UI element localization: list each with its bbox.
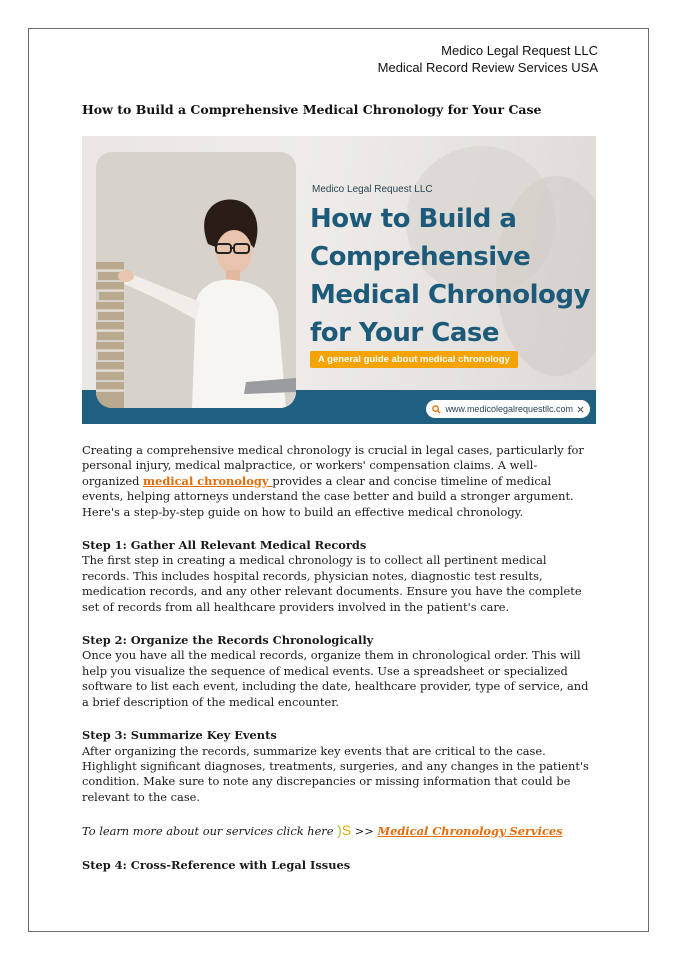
woman-at-laptop-illustration xyxy=(96,152,296,408)
hero-banner xyxy=(82,136,596,424)
medical-chronology-services-link[interactable]: Medical Chronology Services xyxy=(377,824,563,839)
step-3-body: After organizing the records, summarize key events that are critical to the case. Highlight significant diagnoses, treatments, surgeries, and any changes in the patient's condition. Make sure to note any discrepancies or missing information that could be relevant to the case. xyxy=(82,743,589,804)
url-bar xyxy=(426,400,590,418)
step-3-heading: Step 3: Summarize Key Events xyxy=(82,728,277,743)
banner-headline-line: Comprehensive xyxy=(310,242,531,272)
page-header xyxy=(378,42,598,76)
company-tagline: Medical Record Review Services USA xyxy=(377,60,598,75)
search-icon xyxy=(432,405,441,414)
document-title: How to Build a Comprehensive Medical Chronology for Your Case xyxy=(82,102,542,117)
banner-headline-line: How to Build a xyxy=(310,204,517,234)
banner-headline-line: for Your Case xyxy=(310,318,499,348)
step-2-heading: Step 2: Organize the Records Chronologically xyxy=(82,633,374,648)
woman-with-files-photo xyxy=(96,152,296,408)
company-name: Medico Legal Request LLC xyxy=(441,43,598,58)
step-1-body: The first step in creating a medical chronology is to collect all pertinent medical records. This includes hospital records, physician notes, diagnostic test results, medication records, and any other relevant documents. Ensure you have the complete set of records from all healthcare providers involved in the patient's care. xyxy=(82,553,582,614)
step-4-heading: Step 4: Cross-Reference with Legal Issues xyxy=(82,857,351,872)
banner-subtitle: A general guide about medical chronology xyxy=(310,351,518,368)
brand-logo-icon: )S xyxy=(337,822,352,839)
close-icon xyxy=(577,406,584,413)
step-1-heading: Step 1: Gather All Relevant Medical Records xyxy=(82,538,367,553)
article-body xyxy=(82,443,592,873)
banner-headline-line: Medical Chronology xyxy=(310,280,590,310)
intro-paragraph: Creating a comprehensive medical chronology is crucial in legal cases, particularly for personal injury, medical malpractice, or workers' compensation claims. A well-organized medical chronology provides a clear and concise timeline of medical events, helping attorneys understand the case better and build a stronger argument. Here's a step-by-step guide on how to build an effective medical chronology. xyxy=(82,443,584,519)
banner-brand: Medico Legal Request LLC xyxy=(312,184,433,195)
step-2-body: Once you have all the medical records, organize them in chronological order. This will help you visualize the sequence of medical events. Use a spreadsheet or specialized software to list each event, including the date, healthcare provider, type of service, and a brief description of the medical encounter. xyxy=(82,648,589,709)
medical-chronology-link[interactable]: medical chronology xyxy=(143,473,273,488)
website-url: www.medicolegalrequestllc.com xyxy=(445,404,573,414)
services-cta: To learn more about our services click here )S >> Medical Chronology Services xyxy=(82,822,563,839)
banner-headline xyxy=(310,200,596,352)
